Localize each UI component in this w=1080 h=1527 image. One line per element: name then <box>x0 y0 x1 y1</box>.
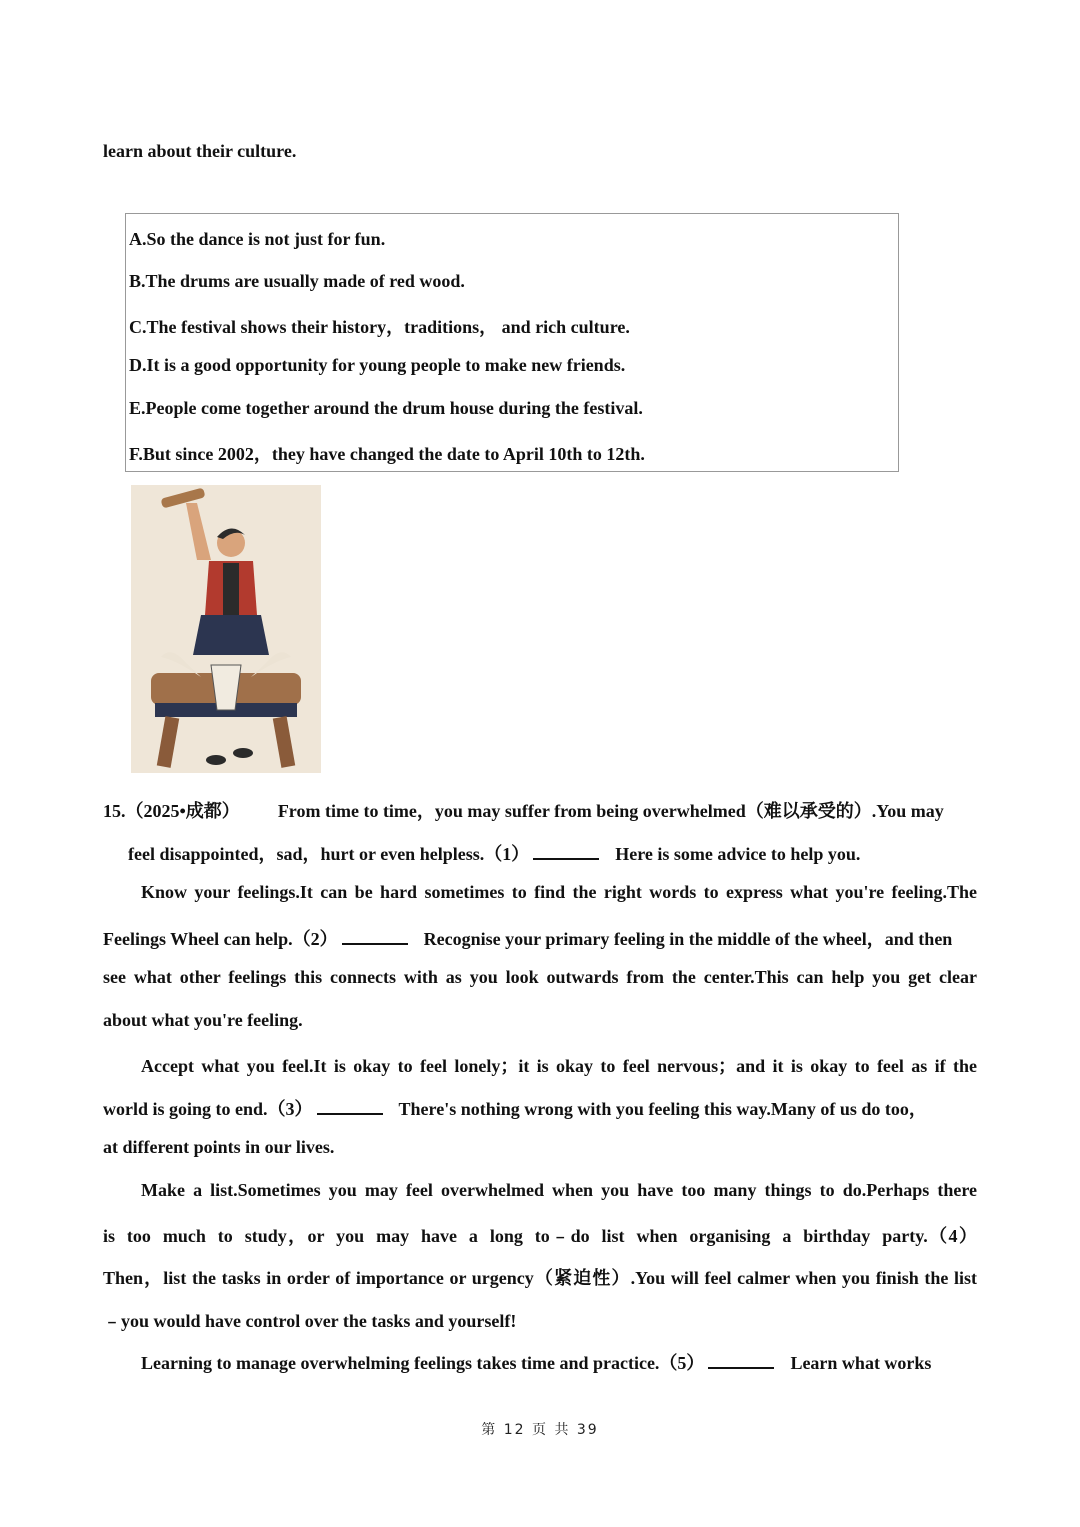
options-box <box>125 213 899 472</box>
drummer-illustration <box>131 485 321 773</box>
p3-line-3: Then，list the tasks in order of importance or urgency（紧迫性）.You will feel calmer when you finish the list <box>103 1268 977 1288</box>
option-d: D.It is a good opportunity for young people to make new friends. <box>129 355 626 375</box>
blank-3[interactable] <box>317 1097 383 1115</box>
option-f: F.But since 2002，they have changed the date to April 10th to 12th. <box>129 444 645 464</box>
blank-1[interactable] <box>533 842 599 860</box>
p1-line-3: see what other feelings this connects with as you look outwards from the center.This can help you get clear <box>103 967 977 987</box>
p3-line-1: Make a list.Sometimes you may feel overwhelmed when you have too many things to do.Perhaps there <box>141 1180 977 1200</box>
option-b: B.The drums are usually made of red wood. <box>129 271 465 291</box>
option-e: E.People come together around the drum house during the festival. <box>129 398 643 418</box>
p4-line-1: Learning to manage overwhelming feelings takes time and practice.（5） Learn what works <box>141 1353 932 1373</box>
p2-line-2: world is going to end.（3） There's nothing wrong with you feeling this way.Many of us do too， <box>103 1099 927 1119</box>
p3-line-4: ﹣you would have control over the tasks and yourself! <box>103 1311 517 1331</box>
p2-line-3: at different points in our lives. <box>103 1137 335 1157</box>
question-line-2: feel disappointed，sad，hurt or even helpless.（1） Here is some advice to help you. <box>128 844 861 864</box>
blank-2[interactable] <box>342 927 408 945</box>
p2-line-1: Accept what you feel.It is okay to feel lonely；it is okay to feel nervous；and it is okay to feel as if the <box>141 1056 977 1076</box>
question-number: 15.（2025•成都） <box>103 801 240 821</box>
option-a: A.So the dance is not just for fun. <box>129 229 386 249</box>
option-c: C.The festival shows their history，traditions， and rich culture. <box>129 317 630 337</box>
p1-line-2: Feelings Wheel can help.（2） Recognise your primary feeling in the middle of the wheel，and then <box>103 929 953 949</box>
blank-5[interactable] <box>708 1351 774 1369</box>
question-line-1 <box>103 797 944 823</box>
continuation-text: learn about their culture. <box>103 141 297 161</box>
p1-line-1: Know your feelings.It can be hard sometimes to find the right words to express what you're feeling.The <box>141 882 977 902</box>
page-footer: 第 12 页 共 39 <box>481 1422 599 1438</box>
intro-text: From time to time，you may suffer from being overwhelmed（难以承受的）.You may <box>277 801 944 821</box>
p1-line-4: about what you're feeling. <box>103 1010 303 1030</box>
p3-line-2: is too much to study，or you may have a long to﹣do list when organising a birthday party.（4） <box>103 1226 977 1246</box>
